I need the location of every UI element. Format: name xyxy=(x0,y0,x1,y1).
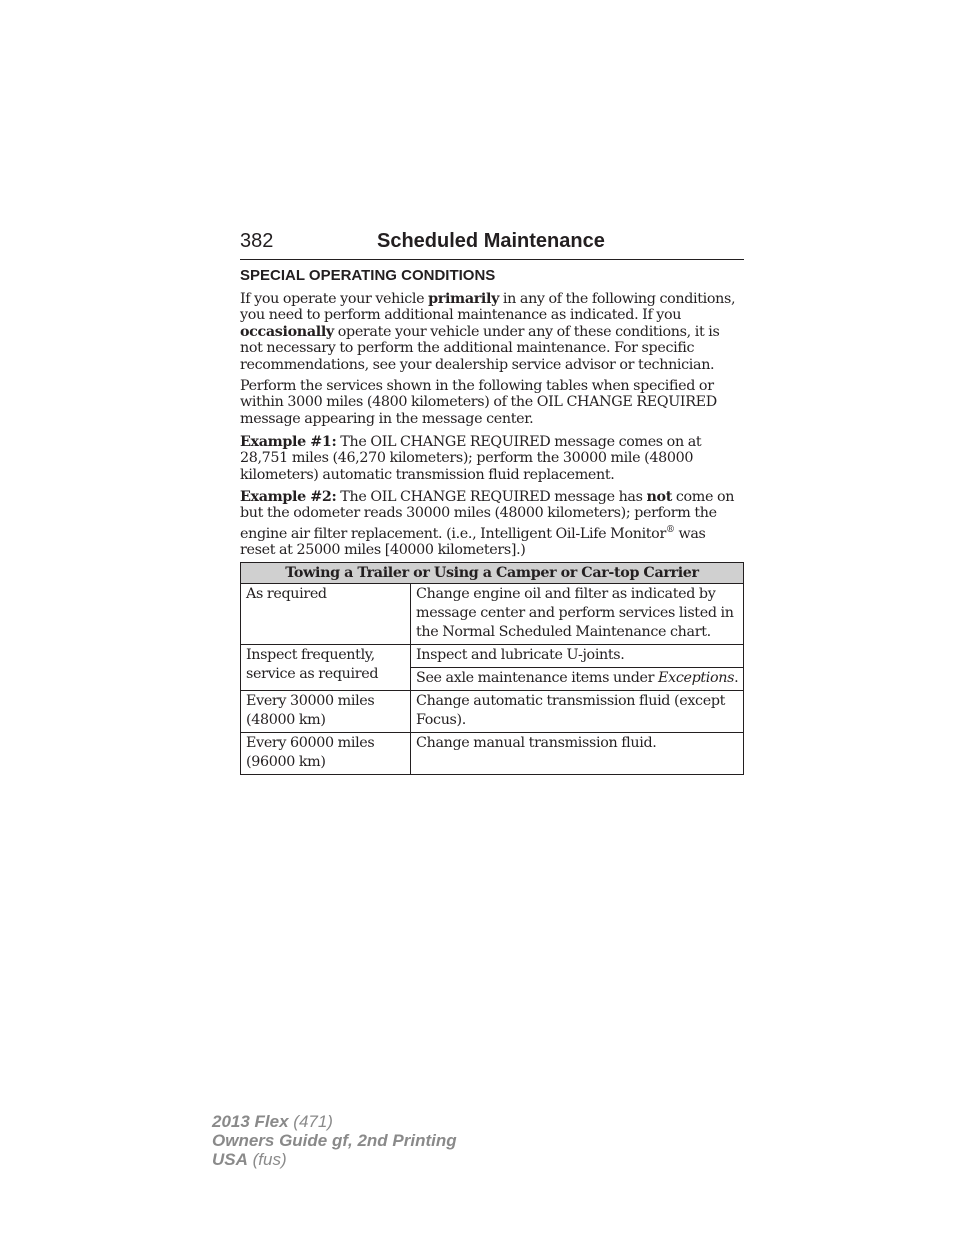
action-cell: Change manual transmission fluid. xyxy=(411,733,744,775)
footer-market: USA xyxy=(212,1150,248,1169)
example-1-label: Example #1: xyxy=(240,434,337,450)
table-row xyxy=(241,691,744,733)
interval-cell: Every 60000 miles (96000 km) xyxy=(241,733,411,775)
table-row xyxy=(241,584,744,645)
registered-mark: ® xyxy=(665,524,675,535)
footer-market-line xyxy=(212,1150,457,1169)
exceptions-reference: Exceptions xyxy=(658,670,735,686)
example-2-paragraph xyxy=(240,489,744,558)
table-title: Towing a Trailer or Using a Camper or Car-top Carrier xyxy=(241,563,744,584)
interval-cell: Inspect frequently, service as required xyxy=(241,645,411,691)
page-number: 382 xyxy=(240,230,274,252)
intro-bold-primarily: primarily xyxy=(428,291,500,307)
footer-market-code: (fus) xyxy=(247,1150,287,1169)
table-row xyxy=(241,645,744,668)
maintenance-table xyxy=(240,562,744,775)
interval-cell: As required xyxy=(241,584,411,645)
example-2-text-3: was reset at 25000 miles [40000 kilometers].) xyxy=(240,525,706,558)
example-2-label: Example #2: xyxy=(240,489,337,505)
example-2-text-2: come on but the odometer reads 30000 miles (48000 kilometers); perform the engine air filter replacement. (i.e., Intelligent Oil-Life Monitor xyxy=(240,489,735,542)
intro-text-1: If you operate your vehicle xyxy=(240,291,429,307)
intro-text-3: operate your vehicle under any of these conditions, it is not necessary to perform the additional maintenance. For specific recommendations, see your dealership service advisor or technician. xyxy=(240,323,720,373)
intro-paragraph xyxy=(240,291,744,373)
intro-text-2: in any of the following conditions, you need to perform additional maintenance as indicated. If you xyxy=(240,291,736,324)
perform-paragraph: Perform the services shown in the following tables when specified or within 3000 miles (4800 kilometers) of the OIL CHANGE REQUIRED message appearing in the message center. xyxy=(240,378,717,427)
action-cell xyxy=(411,668,744,691)
page-header xyxy=(240,229,744,260)
section-title: SPECIAL OPERATING CONDITIONS xyxy=(240,267,496,284)
example-2-bold-not: not xyxy=(646,489,672,505)
action-text-suffix: . xyxy=(734,670,739,686)
example-1-paragraph xyxy=(240,434,744,483)
footer-guide-line xyxy=(212,1131,457,1150)
action-cell: Change engine oil and filter as indicated by message center and perform services listed in the Normal Scheduled Maintenance chart. xyxy=(411,584,744,645)
example-1-text: The OIL CHANGE REQUIRED message comes on at 28,751 miles (46,270 kilometers); perform the 30000 mile (48000 kilometers) automatic transmission fluid replacement. xyxy=(240,434,702,483)
footer-model-line xyxy=(212,1112,457,1131)
footer-model-code: (471) xyxy=(288,1112,333,1131)
page-footer xyxy=(212,1112,457,1169)
action-text: See axle maintenance items under xyxy=(416,670,659,686)
interval-cell: Every 30000 miles (48000 km) xyxy=(241,691,411,733)
footer-model: 2013 Flex xyxy=(212,1112,289,1131)
example-2-text-1: The OIL CHANGE REQUIRED message has xyxy=(336,489,647,505)
action-cell: Change automatic transmission fluid (except Focus). xyxy=(411,691,744,733)
intro-bold-occasionally: occasionally xyxy=(240,323,334,340)
footer-guide: Owners Guide gf, 2nd Printing xyxy=(212,1131,457,1150)
action-cell: Inspect and lubricate U-joints. xyxy=(411,645,744,668)
table-row xyxy=(241,733,744,775)
table-header-row xyxy=(241,563,744,584)
chapter-title: Scheduled Maintenance xyxy=(377,230,605,252)
